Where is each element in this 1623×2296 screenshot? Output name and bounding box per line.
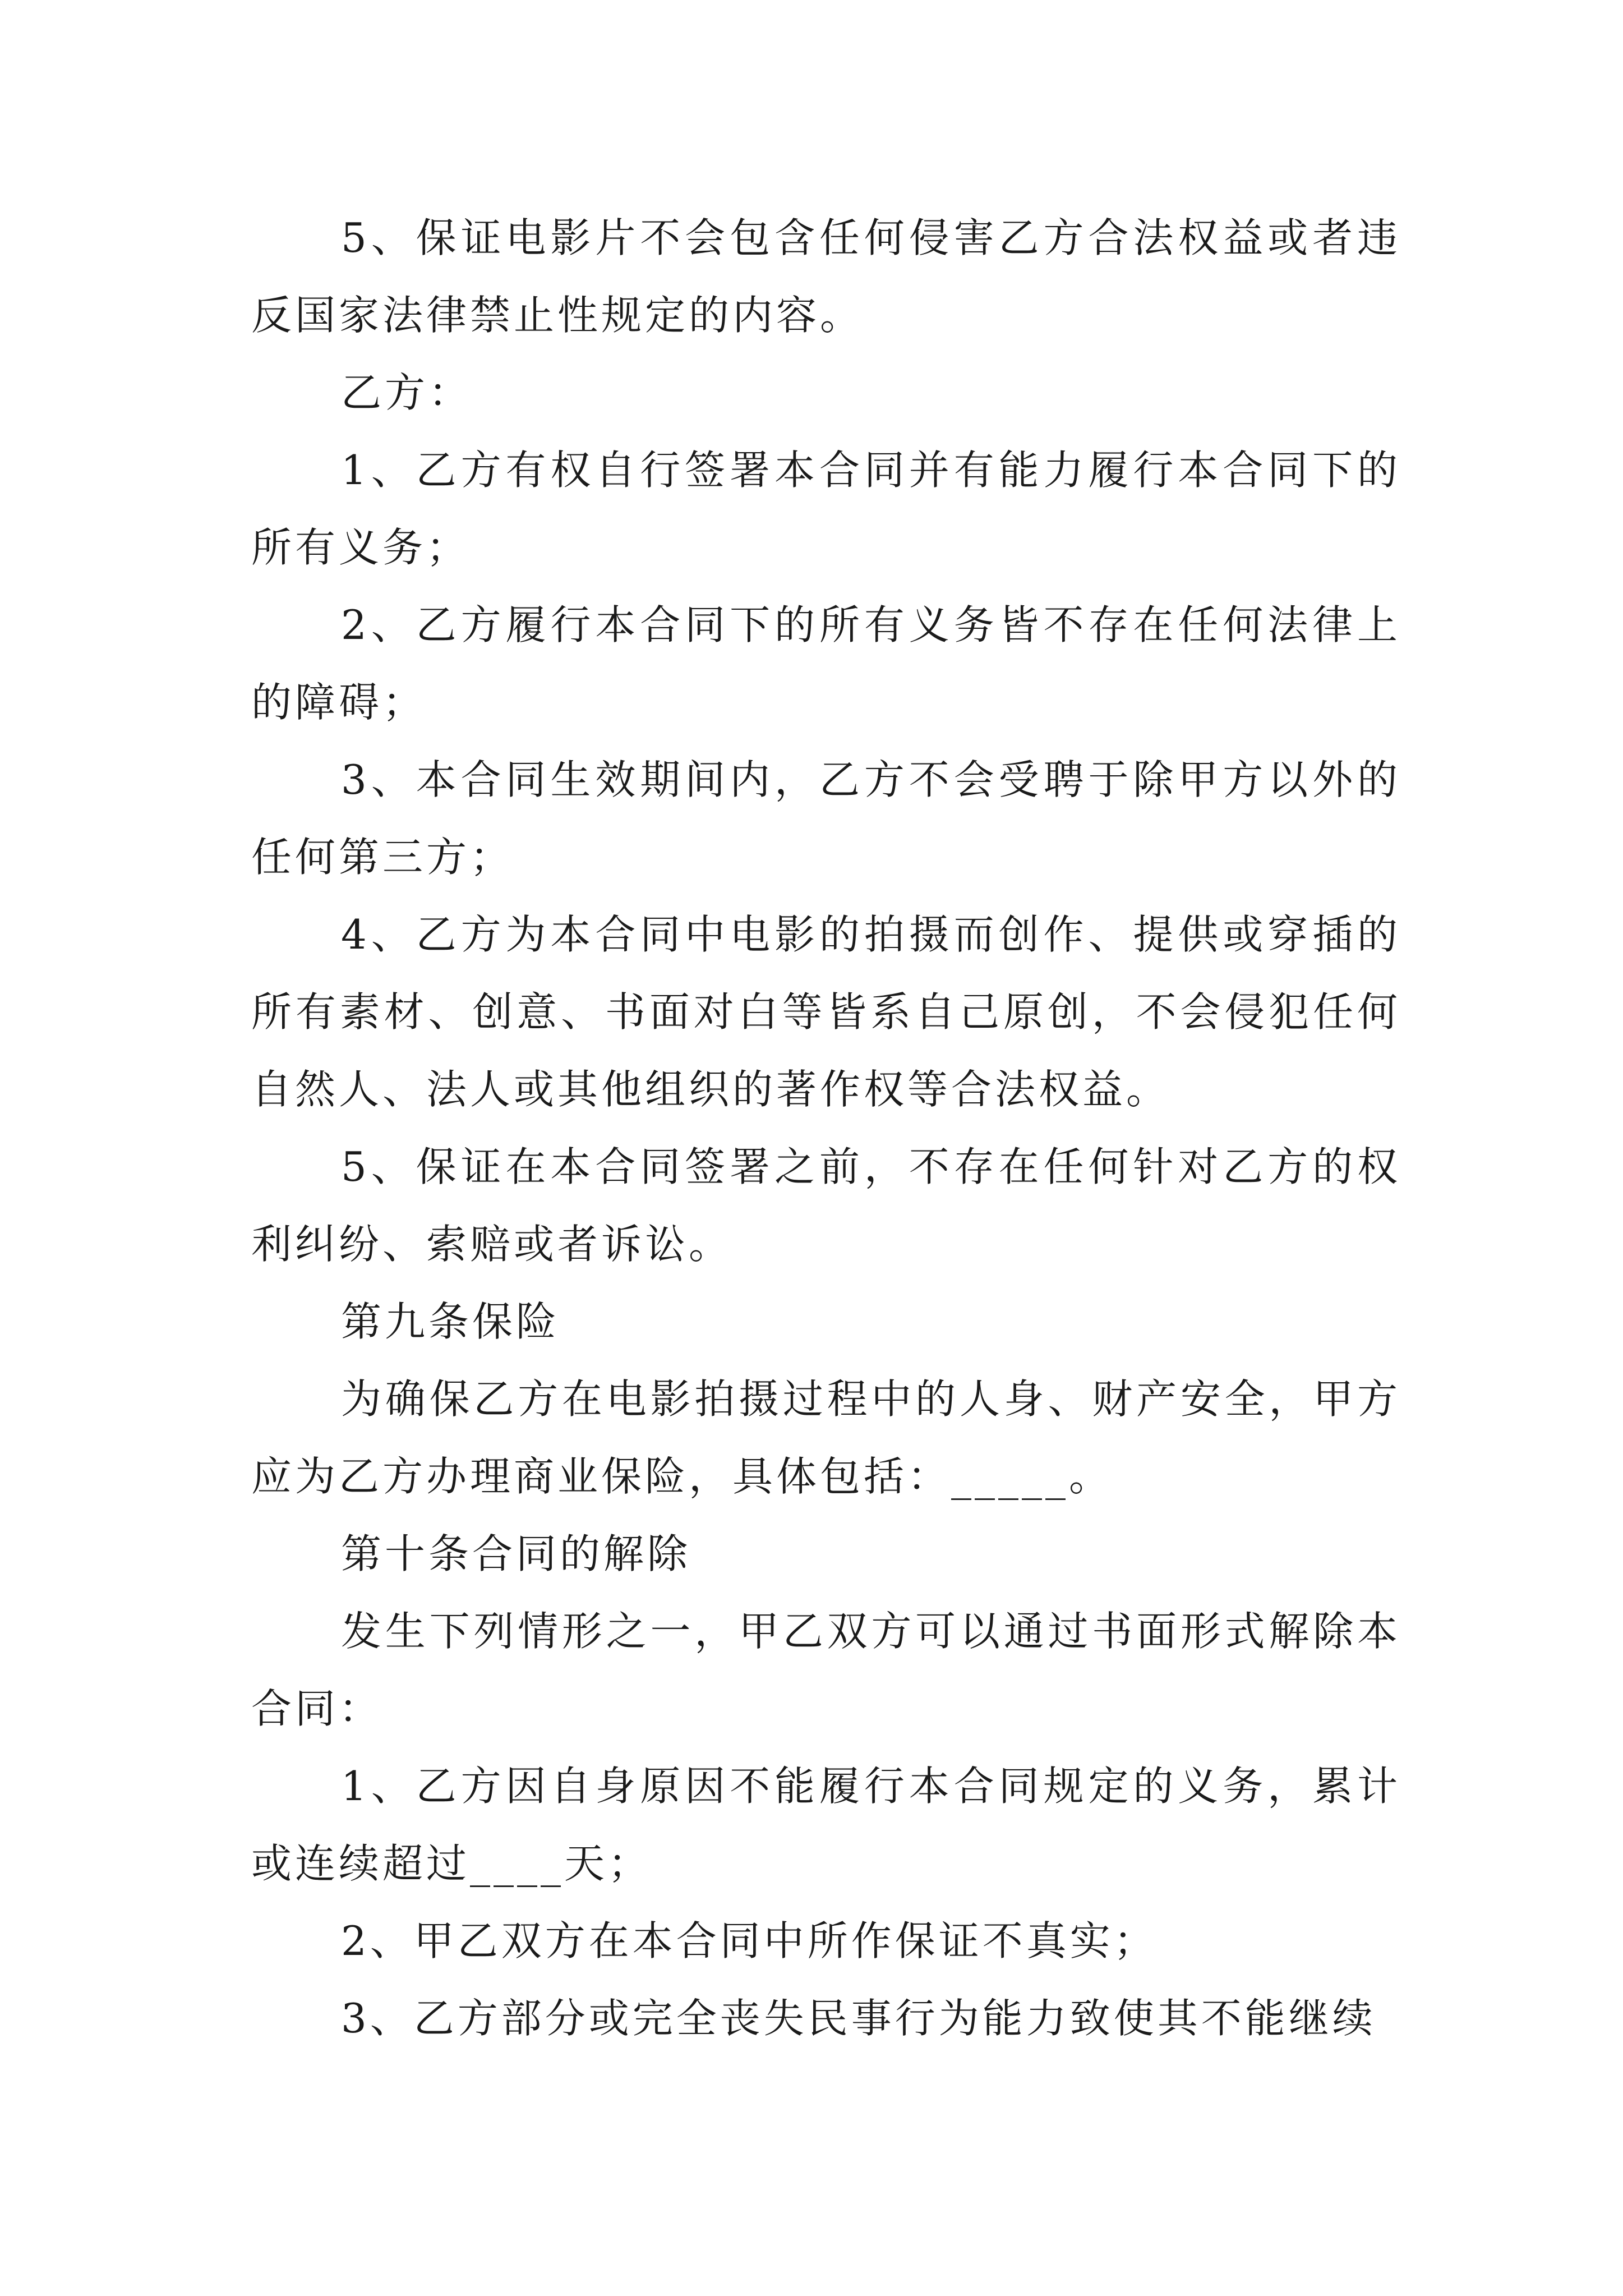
paragraph-termination-intro: 发生下列情形之一，甲乙双方可以通过书面形式解除本合同： <box>251 1608 1401 1732</box>
paragraph-termination-1: 1、乙方因自身原因不能履行本合同规定的义务，累计或连续超过____天； <box>251 1763 1401 1887</box>
document-body <box>251 199 1401 2057</box>
paragraph-party-b-5: 5、保证在本合同签署之前，不存在任何针对乙方的权利纠纷、索赔或者诉讼。 <box>251 1143 1401 1268</box>
paragraph-party-b-3: 3、本合同生效期间内，乙方不会受聘于除甲方以外的任何第三方； <box>251 756 1401 881</box>
paragraph-insurance: 为确保乙方在电影拍摄过程中的人身、财产安全，甲方应为乙方办理商业保险，具体包括：_____。 <box>251 1375 1401 1500</box>
paragraph-party-b-1: 1、乙方有权自行签署本合同并有能力履行本合同下的所有义务； <box>251 447 1401 571</box>
paragraph-warranty-5-film: 5、保证电影片不会包含任何侵害乙方合法权益或者违反国家法律禁止性规定的内容。 <box>251 214 1401 339</box>
paragraph-party-b-2: 2、乙方履行本合同下的所有义务皆不存在任何法律上的障碍； <box>251 601 1401 726</box>
section-heading-termination: 第十条合同的解除 <box>341 1530 691 1577</box>
paragraph-termination-3: 3、乙方部分或完全丧失民事行为能力致使其不能继续 <box>341 1995 1376 2042</box>
paragraph-termination-2: 2、甲乙双方在本合同中所作保证不真实； <box>341 1917 1158 1964</box>
section-heading-insurance: 第九条保险 <box>341 1298 560 1345</box>
paragraph-party-b-4: 4、乙方为本合同中电影的拍摄而创作、提供或穿插的所有素材、创意、书面对白等皆系自己原创，不会侵犯任何自然人、法人或其他组织的著作权等合法权益。 <box>251 911 1401 1113</box>
paragraph-party-b-heading: 乙方： <box>341 369 473 416</box>
